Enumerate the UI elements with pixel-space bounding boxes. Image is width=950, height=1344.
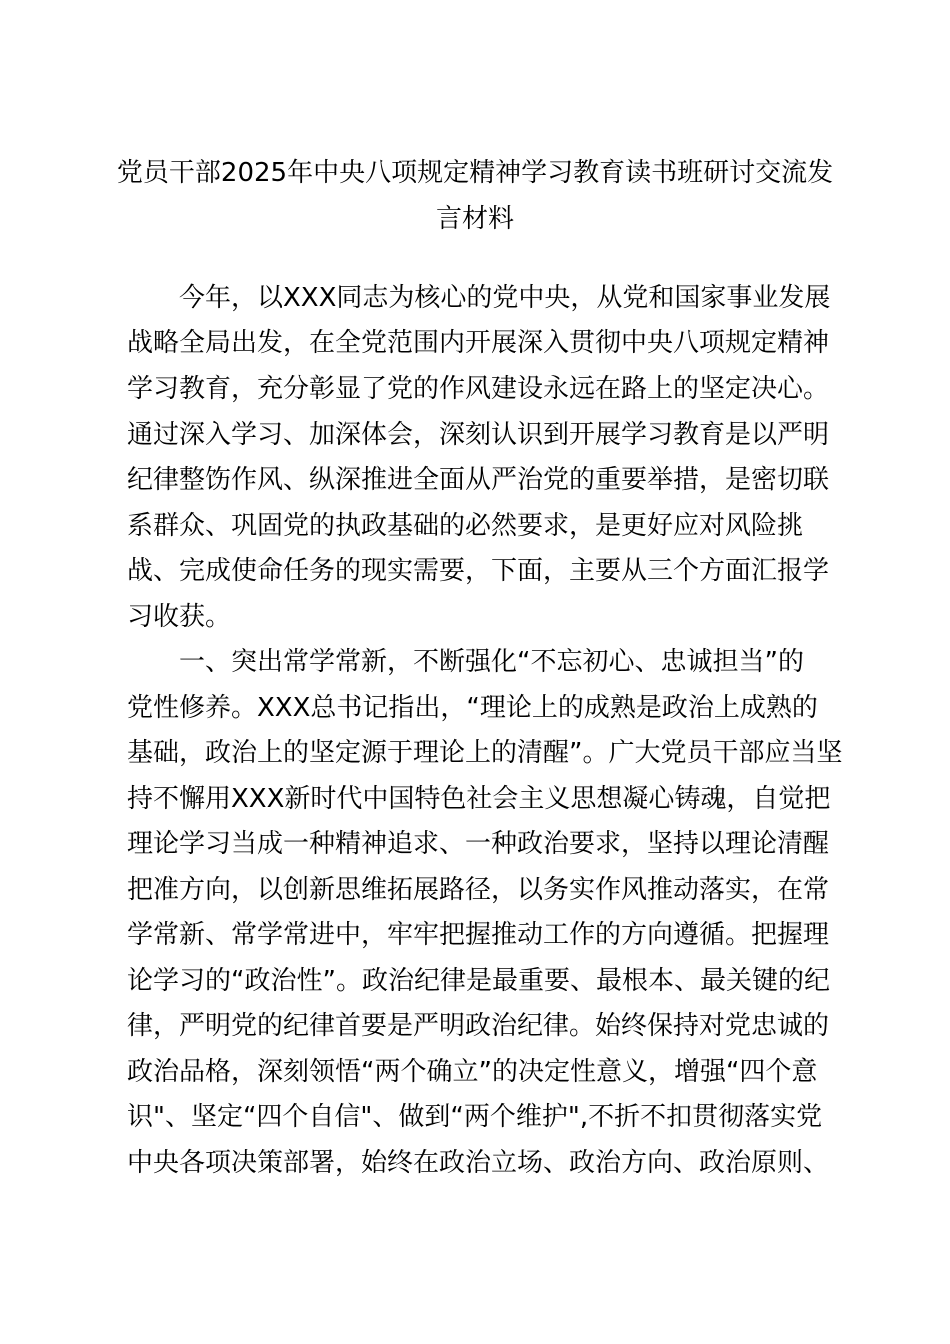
- paragraph-2-line-1: 一、突出常学常新，不断强化“不忘初心、忠诚担当”的: [179, 647, 804, 677]
- document-title-line-2: 言材料: [435, 204, 514, 234]
- paragraph-1-line-1: 今年，以XXX同志为核心的党中央，从党和国家事业发展: [179, 283, 831, 313]
- paragraph-2-line-11: 识"、坚定“四个自信"、做到“两个维护",不折不扣贯彻落实党: [127, 1102, 823, 1132]
- paragraph-2-line-5: 理论学习当成一种精神追求、一种政治要求，坚持以理论清醒: [127, 829, 830, 859]
- paragraph-2-line-10: 政治品格，深刻领悟“两个确立”的决定性意义，增强“四个意: [127, 1057, 818, 1087]
- paragraph-2-line-2: 党性修养。XXX总书记指出，“理论上的成熟是政治上成熟的: [127, 693, 818, 723]
- paragraph-2-line-12: 中央各项决策部署，始终在政治立场、政治方向、政治原则、: [127, 1148, 830, 1178]
- paragraph-1-line-8: 习收获。: [127, 602, 232, 632]
- paragraph-1-line-7: 战、完成使命任务的现实需要，下面，主要从三个方面汇报学: [127, 556, 830, 586]
- paragraph-2-line-9: 律，严明党的纪律首要是严明政治纪律。始终保持对党忠诚的: [127, 1011, 830, 1041]
- paragraph-1-line-5: 纪律整饬作风、纵深推进全面从严治党的重要举措，是密切联: [127, 465, 830, 495]
- paragraph-2-line-6: 把准方向，以创新思维拓展路径，以务实作风推动落实，在常: [127, 875, 830, 905]
- paragraph-1-line-3: 学习教育，充分彰显了党的作风建设永远在路上的坚定决心。: [127, 374, 830, 404]
- document-title-line-1: 党员干部2025年中央八项规定精神学习教育读书班研讨交流发: [116, 158, 834, 188]
- paragraph-2-line-3: 基础，政治上的坚定源于理论上的清醒”。广大党员干部应当坚: [127, 738, 843, 768]
- paragraph-2-line-4: 持不懈用XXX新时代中国特色社会主义思想凝心铸魂，自觉把: [127, 784, 831, 814]
- paragraph-1-line-4: 通过深入学习、加深体会，深刻认识到开展学习教育是以严明: [127, 420, 830, 450]
- paragraph-1-line-6: 系群众、巩固党的执政基础的必然要求，是更好应对风险挑: [127, 511, 804, 541]
- paragraph-2-line-7: 学常新、常学常进中，牢牢把握推动工作的方向遵循。把握理: [127, 920, 830, 950]
- paragraph-1-line-2: 战略全局出发，在全党范围内开展深入贯彻中央八项规定精神: [127, 328, 830, 358]
- paragraph-2-line-8: 论学习的“政治性”。政治纪律是最重要、最根本、最关键的纪: [127, 966, 830, 996]
